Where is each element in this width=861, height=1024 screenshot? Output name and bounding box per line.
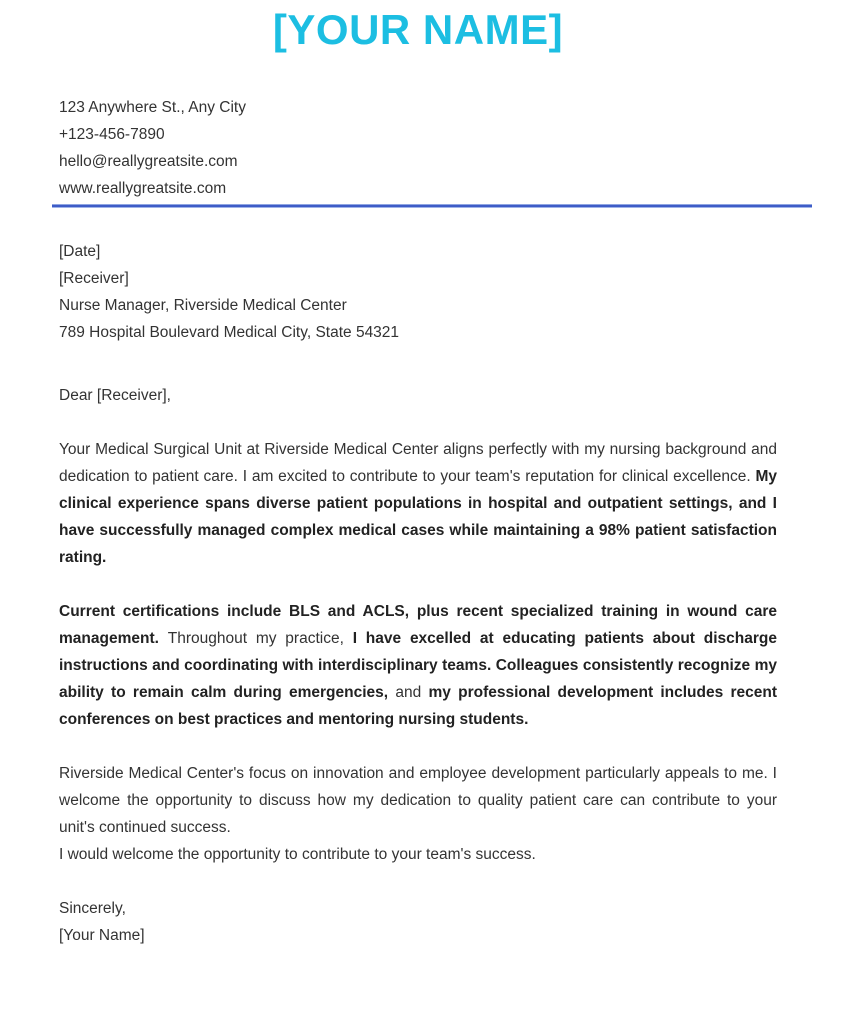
receiver-placeholder: [Receiver] xyxy=(59,270,129,287)
contact-email: hello@reallygreatsite.com xyxy=(59,153,238,170)
salutation: Dear [Receiver], xyxy=(59,387,171,404)
body-paragraph: Your Medical Surgical Unit at Riverside Medical Center aligns perfectly with my nursing background and dedication to patient care. I am excited to contribute to your team's reputation for clinical excellence. My clinical experience spans diverse patient populations in hospital and outpatient settings, and I have successfully managed complex medical cases while maintaining a 98% patient satisfaction rating. xyxy=(59,441,777,566)
signoff: Sincerely, xyxy=(59,900,126,917)
contact-address: 123 Anywhere St., Any City xyxy=(59,99,246,116)
contact-block xyxy=(59,94,777,202)
recipient-address: 789 Hospital Boulevard Medical City, State 54321 xyxy=(59,324,400,341)
recipient-title: Nurse Manager, Riverside Medical Center xyxy=(59,297,347,314)
signature-placeholder: [Your Name] xyxy=(59,927,145,944)
letter-content xyxy=(59,6,777,949)
page-title: [YOUR NAME] xyxy=(272,6,564,53)
header-divider-line xyxy=(52,204,812,208)
letter-body xyxy=(59,436,777,868)
closing-block xyxy=(59,895,777,949)
body-paragraph: Riverside Medical Center's focus on innovation and employee development particularly appeals to me. I welcome the opportunity to discuss how my dedication to quality patient care can contribute to your unit's continued success. I would welcome the opportunity to contribute to your team's success. xyxy=(59,765,777,863)
contact-website: www.reallygreatsite.com xyxy=(59,180,227,197)
body-paragraph: Current certifications include BLS and ACLS, plus recent specialized training in wound care management. Throughout my practice, I have excelled at educating patients about discharge instructions and coordinating with interdisciplinary teams. Colleagues consistently recognize my ability to remain calm during emergencies, and my professional development includes recent conferences on best practices and mentoring nursing students. xyxy=(59,603,777,728)
date-placeholder: [Date] xyxy=(59,243,101,260)
recipient-block xyxy=(59,238,777,346)
contact-phone: +123-456-7890 xyxy=(59,126,165,143)
